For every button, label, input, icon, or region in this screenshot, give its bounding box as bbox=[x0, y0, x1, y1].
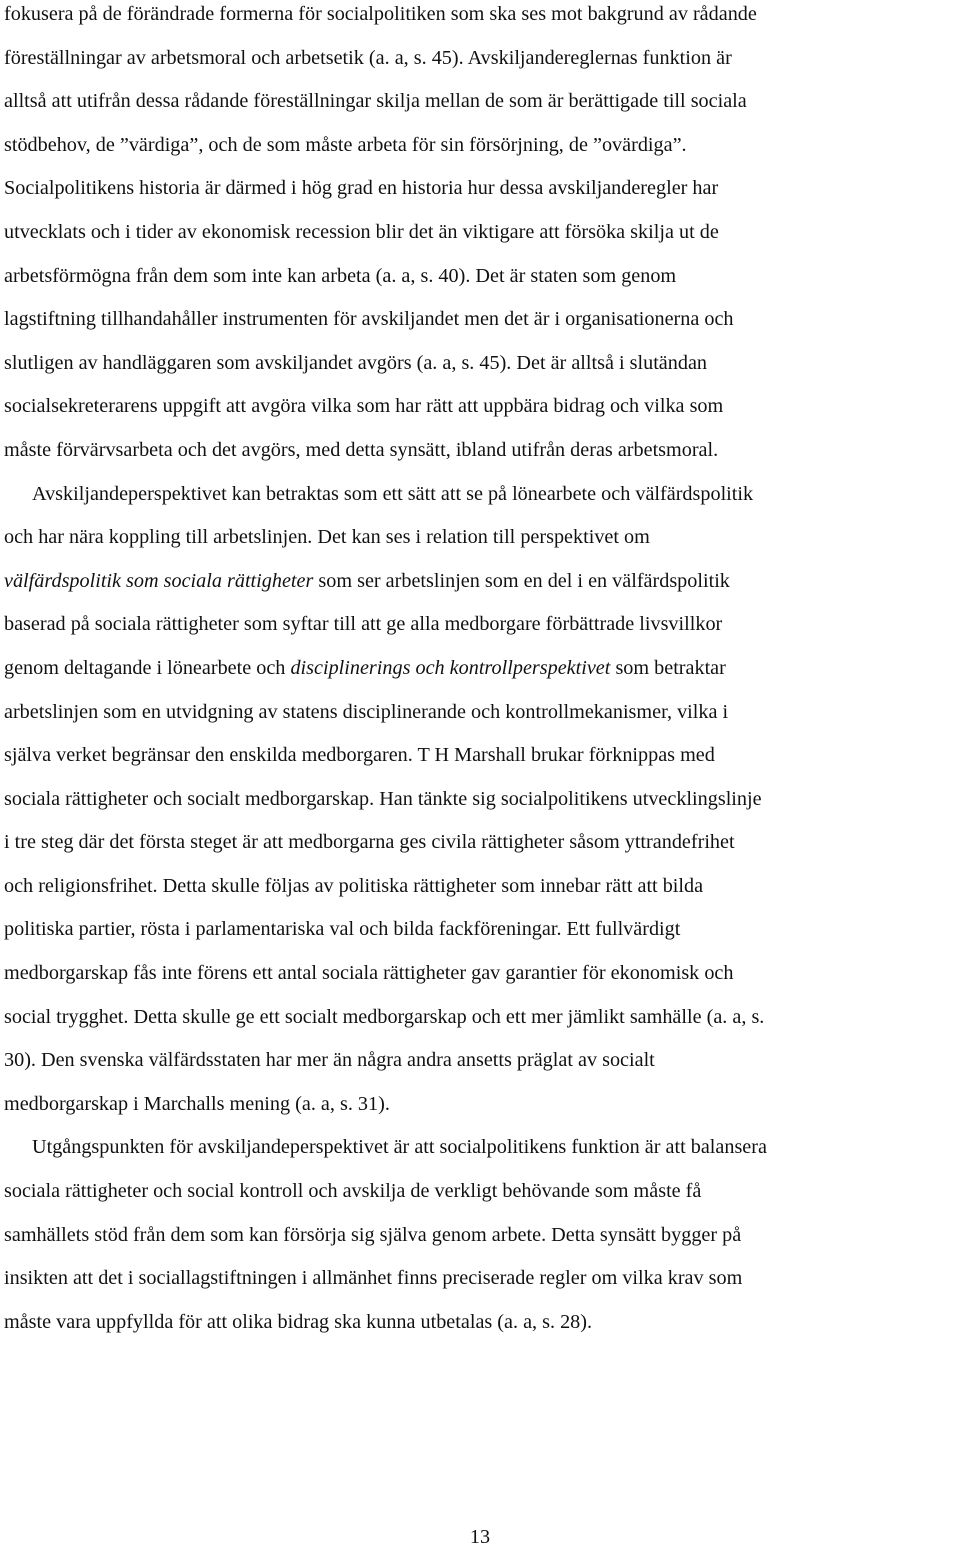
text-segment: arbetsförmögna från dem som inte kan arbeta (a. a, s. 40). Det är staten som genom bbox=[4, 264, 677, 287]
text-segment: och religionsfrihet. Detta skulle följas av politiska rättigheter som innebar rätt att bilda bbox=[4, 874, 704, 897]
text-line bbox=[4, 1083, 960, 1127]
text-segment: fokusera på de förändrade formerna för socialpolitiken som ska ses mot bakgrund av rådande bbox=[4, 3, 757, 25]
text-segment: själva verket begränsar den enskilda medborgaren. T H Marshall brukar förknippas med bbox=[4, 744, 715, 767]
text-segment: slutligen av handläggaren som avskiljandet avgörs (a. a, s. 45). Det är alltså i slutändan bbox=[4, 351, 708, 374]
text-line bbox=[4, 560, 960, 604]
text-segment: alltså att utifrån dessa rådande föreställningar skilja mellan de som är berättigade till sociala bbox=[4, 90, 747, 113]
text-segment: Utgångspunkten för avskiljandeperspektivet är att socialpolitikens funktion är att balansera bbox=[32, 1136, 767, 1159]
text-line bbox=[4, 516, 960, 560]
text-line bbox=[4, 821, 960, 865]
text-line bbox=[4, 865, 960, 909]
text-segment: baserad på sociala rättigheter som syftar till att ge alla medborgare förbättrade livsvillkor bbox=[4, 613, 723, 636]
text-segment: som betraktar bbox=[610, 656, 726, 679]
text-segment: genom deltagande i lönearbete och bbox=[4, 656, 291, 679]
text-line bbox=[4, 124, 960, 168]
text-line bbox=[4, 1039, 960, 1083]
text-segment: samhällets stöd från dem som kan försörja sig själva genom arbete. Detta synsätt bygger på bbox=[4, 1223, 742, 1246]
text-line bbox=[4, 1301, 960, 1345]
text-segment: lagstiftning tillhandahåller instrumenten för avskiljandet men det är i organisationerna och bbox=[4, 308, 734, 331]
text-segment: Avskiljandeperspektivet kan betraktas som ett sätt att se på lönearbete och välfärdspolitik bbox=[32, 482, 754, 505]
text-segment: måste förvärvsarbeta och det avgörs, med detta synsätt, ibland utifrån deras arbetsmoral. bbox=[4, 438, 719, 461]
text-line bbox=[4, 298, 960, 342]
text-line bbox=[4, 385, 960, 429]
text-line bbox=[4, 1170, 960, 1214]
text-segment: och har nära koppling till arbetslinjen. Det kan ses i relation till perspektivet om bbox=[4, 526, 650, 549]
text-segment: social trygghet. Detta skulle ge ett socialt medborgarskap och ett mer jämlikt samhälle (a. a, s. bbox=[4, 1005, 765, 1028]
text-segment: medborgarskap i Marchalls mening (a. a, s. 31). bbox=[4, 1092, 390, 1115]
page-number: 13 bbox=[469, 1526, 491, 1548]
text-segment: föreställningar av arbetsmoral och arbetsetik (a. a, s. 45). Avskiljandereglernas funktion är bbox=[4, 46, 732, 69]
text-line bbox=[4, 778, 960, 822]
text-line bbox=[4, 211, 960, 255]
text-line bbox=[4, 429, 960, 473]
text-segment: stödbehov, de ”värdiga”, och de som måste arbeta för sin försörjning, de ”ovärdiga”. bbox=[4, 133, 687, 156]
text-line bbox=[4, 647, 960, 691]
text-line bbox=[4, 908, 960, 952]
text-line bbox=[4, 734, 960, 778]
text-line bbox=[4, 603, 960, 647]
text-line bbox=[4, 342, 960, 386]
text-segment: arbetslinjen som en utvidgning av statens disciplinerande och kontrollmekanismer, vilka i bbox=[4, 700, 729, 723]
text-segment: utvecklats och i tider av ekonomisk recession blir det än viktigare att försöka skilja ut de bbox=[4, 220, 719, 243]
text-segment: 30). Den svenska välfärdsstaten har mer än några andra ansetts präglat av socialt bbox=[4, 1049, 655, 1072]
text-line bbox=[4, 255, 960, 299]
text-segment: politiska partier, rösta i parlamentariska val och bilda fackföreningar. Ett fullvärdigt bbox=[4, 918, 681, 941]
text-segment: Socialpolitikens historia är därmed i hög grad en historia hur dessa avskiljanderegler har bbox=[4, 177, 719, 200]
italic-text: disciplinerings och kontrollperspektivet bbox=[290, 656, 611, 679]
text-segment: måste vara uppfyllda för att olika bidrag ska kunna utbetalas (a. a, s. 28). bbox=[4, 1310, 593, 1333]
text-line bbox=[4, 996, 960, 1040]
text-segment: medborgarskap fås inte förens ett antal sociala rättigheter gav garantier för ekonomisk och bbox=[4, 962, 734, 985]
text-line bbox=[4, 1126, 960, 1170]
text-line bbox=[4, 1257, 960, 1301]
text-line bbox=[4, 0, 960, 37]
text-line bbox=[4, 167, 960, 211]
text-line bbox=[4, 952, 960, 996]
text-line bbox=[4, 37, 960, 81]
text-line bbox=[4, 80, 960, 124]
italic-text: välfärdspolitik som sociala rättigheter bbox=[4, 569, 314, 592]
text-segment: insikten att det i sociallagstiftningen i allmänhet finns preciserade regler om vilka krav som bbox=[4, 1267, 743, 1290]
body-text bbox=[4, 0, 960, 1344]
text-segment: sociala rättigheter och social kontroll och avskilja de verkligt behövande som måste få bbox=[4, 1180, 702, 1203]
text-line bbox=[4, 473, 960, 517]
text-line bbox=[4, 1214, 960, 1258]
text-segment: som ser arbetslinjen som en del i en välfärdspolitik bbox=[313, 569, 730, 592]
text-segment: sociala rättigheter och socialt medborgarskap. Han tänkte sig socialpolitikens utvecklingslinje bbox=[4, 787, 762, 810]
text-line bbox=[4, 691, 960, 735]
text-segment: i tre steg där det första steget är att medborgarna ges civila rättigheter såsom yttrandefrihet bbox=[4, 831, 735, 854]
text-segment: socialsekreterarens uppgift att avgöra vilka som har rätt att uppbära bidrag och vilka som bbox=[4, 395, 724, 418]
